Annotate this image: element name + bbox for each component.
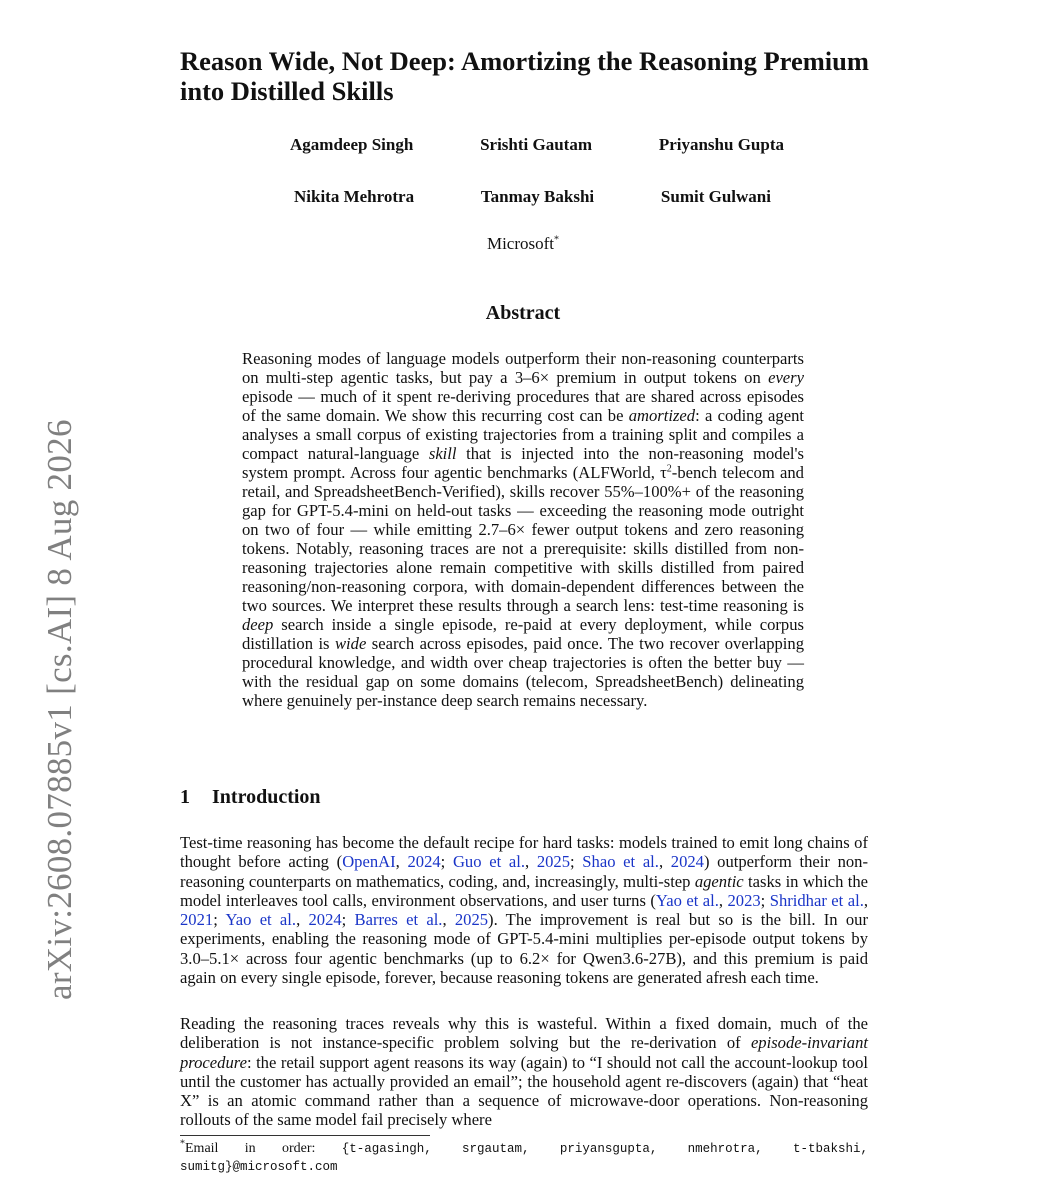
footnote-mark: *: [180, 1138, 185, 1150]
intro-paragraph-1: Test-time reasoning has become the default recipe for hard tasks: models trained to emit long chains of thought before acting (OpenAI, 2024; Guo et al., 2025; Shao et al., 2024) outperform their non-reasoning counterparts on mathematics, coding, and, increasingly, multi-step agentic tasks in which the model interleaves tool calls, environment observations, and user turns (Yao et al., 2023; Shridhar et al., 2021; Yao et al., 2024; Barres et al., 2025). The improvement is real but so is the bill. In our experiments, enabling the reasoning mode of GPT-5.4-mini multiplies per-episode output tokens by 3.0–5.1× across four agentic benchmarks (up to 6.2× for Qwen3.6-27B), and this premium is paid again on every single episode, forever, because reasoning tokens are generated afresh each time.: [180, 833, 869, 988]
citation-link[interactable]: Yao et al.: [655, 890, 719, 910]
citation-year-link[interactable]: 2025: [454, 910, 489, 930]
author-row: [180, 187, 866, 207]
author-row: [180, 135, 866, 155]
footnote-label: Email in order:: [185, 1141, 342, 1156]
citation-link[interactable]: Shridhar et al.: [769, 890, 864, 910]
citation-year-link[interactable]: 2024: [670, 852, 704, 872]
citation-link[interactable]: Yao et al.: [225, 910, 297, 930]
section-number: 1: [180, 786, 190, 808]
author-name: Sumit Gulwani: [660, 187, 771, 206]
citation-link[interactable]: Barres et al.: [354, 910, 443, 930]
author-name: Srishti Gautam: [480, 135, 593, 154]
author-name: Agamdeep Singh: [290, 135, 414, 154]
author-name: Tanmay Bakshi: [480, 187, 595, 206]
section-heading-introduction: [180, 786, 321, 809]
citation-year-link[interactable]: 2025: [536, 852, 570, 872]
footnote-divider: [180, 1135, 430, 1136]
footnote-emails: {t-agasingh, srgautam, priyansgupta, nmehrotra, t-tbakshi, sumitg}@microsoft.com: [180, 1142, 868, 1174]
citation-year-link[interactable]: 2024: [308, 910, 342, 930]
footnote: [180, 1140, 868, 1176]
paper-title: Reason Wide, Not Deep: Amortizing the Reasoning Premium into Distilled Skills: [180, 46, 869, 106]
author-name: Priyanshu Gupta: [658, 135, 784, 154]
affiliation-footnote-mark: *: [554, 234, 560, 246]
abstract-heading: Abstract: [485, 302, 561, 324]
affiliation: [180, 234, 866, 254]
author-block: [180, 135, 866, 254]
citation-link[interactable]: Shao et al.: [582, 852, 659, 872]
affiliation-name: Microsoft: [486, 234, 555, 253]
section-title: Introduction: [212, 786, 321, 808]
citation-link[interactable]: OpenAI: [342, 852, 396, 872]
citation-year-link[interactable]: 2021: [180, 910, 214, 930]
abstract-text: Reasoning modes of language models outperform their non-reasoning counterparts on multi-step agentic tasks, but pay a 3–6× premium in output tokens on every episode — much of it spent re-deriving procedures that are shared across episodes of the same domain. We show this recurring cost can be amortized: a coding agent analyses a small corpus of existing trajectories from a training split and compiles a compact natural-language skill that is injected into the non-reasoning model's system prompt. Across four agentic benchmarks (ALFWorld, $\tau^2$-bench telecom and retail, and SpreadsheetBench-Verified), skills recover 55%–100%+ of the reasoning gap for GPT-5.4-mini on held-out tasks — exceeding the reasoning mode outright on two of four — while emitting 2.7–6× fewer output tokens and zero reasoning tokens. Notably, reasoning traces are not a prerequisite: skills distilled from non-reasoning trajectories alone remain competitive with skills distilled from paired reasoning/non-reasoning corpora, with domain-dependent differences between the two sources. We interpret these results through a search lens: test-time reasoning is deep search inside a single episode, re-paid at every deployment, while corpus distillation is wide search across episodes, paid once. The two recover overlapping procedural knowledge, and width over cheap trajectories is often the better buy — with the residual gap on some domains (telecom, SpreadsheetBench) delineating where genuinely per-instance deep search remains necessary.: [242, 349, 804, 710]
intro-paragraph-2: Reading the reasoning traces reveals why this is wasteful. Within a fixed domain, much of the deliberation is not instance-specific problem solving but the re-derivation of episode-invariant procedure: the retail support agent reasons its way (again) to “I should not call the account-lookup tool until the customer has actually provided an email”; the household agent re-discovers (again) that “heat X” is an atomic command rather than a sequence of microwave-door operations. Non-reasoning rollouts of the same model fail precisely where: [180, 1014, 868, 1130]
citation-year-link[interactable]: 2023: [727, 890, 761, 910]
citation-year-link[interactable]: 2024: [407, 852, 441, 872]
arxiv-identifier: arXiv:2608.07885v1 [cs.AI] 8 Aug 2026: [40, 419, 79, 1000]
author-name: Nikita Mehrotra: [294, 187, 415, 206]
citation-link[interactable]: Guo et al.: [452, 852, 525, 872]
